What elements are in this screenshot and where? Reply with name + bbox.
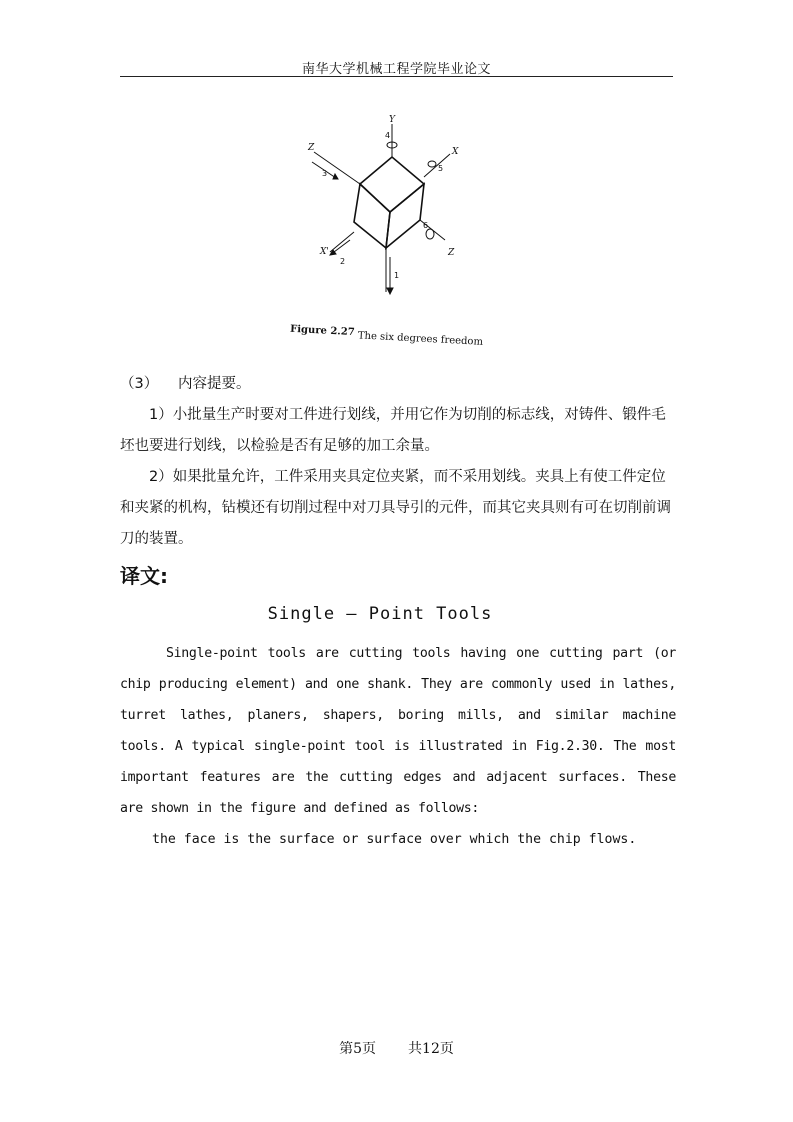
page-number: 第5页: [339, 1041, 377, 1057]
page-header: 南华大学机械工程学院毕业论文: [301, 62, 491, 77]
section-heading: [120, 369, 675, 400]
motion-4: 4: [385, 131, 391, 140]
axis-z-neg-label: Z: [448, 248, 455, 258]
translation-heading: 译文:: [120, 564, 168, 588]
figure-caption-text: The six degrees freedom: [357, 330, 484, 348]
axis-z-label: Z: [308, 143, 315, 153]
page-total: 共12页: [408, 1041, 454, 1057]
motion-3: 3: [322, 169, 328, 178]
motion-arrows: [312, 142, 436, 294]
english-paragraph-1: Single-point tools are cutting tools having one cutting part (or chip producing element) and one shank. They are commonly used in lathes, turret lathes, planers, shapers, boring mills, and similar machine tools. A typical single-point tool is illustrated in Fig.2.30. The most important features are the cutting edges and adjacent surfaces. These are shown in the figure and defined as follows:: [120, 646, 676, 816]
english-paragraph-2: the face is the surface or surface over which the chip flows.: [152, 832, 637, 847]
axes: [314, 124, 450, 292]
english-title: Single – Point Tools: [267, 604, 493, 624]
axis-x-label: X: [452, 147, 459, 157]
summary-paragraph-2: 2）如果批量允许，工件采用夹具定位夹紧，而不采用划线。夹具上有使工件定位和夹紧的机构，钻模还有切削过程中对刀具导引的元件，而其它夹具则有可在切削前调刀的装置。: [120, 469, 671, 547]
axis-y-label: Y: [389, 115, 395, 125]
section-number: （3）: [120, 376, 159, 392]
motion-5: 5: [438, 164, 444, 173]
axis-x-neg-label: X': [320, 247, 329, 257]
cube-drawing: [354, 157, 424, 248]
motion-1: 1: [394, 271, 400, 280]
six-dof-figure: [290, 112, 490, 367]
header-rule: [120, 76, 673, 77]
summary-paragraph-1: 1）小批量生产时要对工件进行划线，并用它作为切削的标志线，对铸件、锻件毛坯也要进行划线，以检验是否有足够的加工余量。: [120, 407, 666, 454]
figure-caption-label: Figure 2.27: [290, 323, 355, 339]
page-footer: [0, 1038, 793, 1058]
section-title: 内容提要。: [178, 376, 251, 392]
motion-2: 2: [340, 257, 346, 266]
motion-6: 6: [423, 221, 429, 230]
